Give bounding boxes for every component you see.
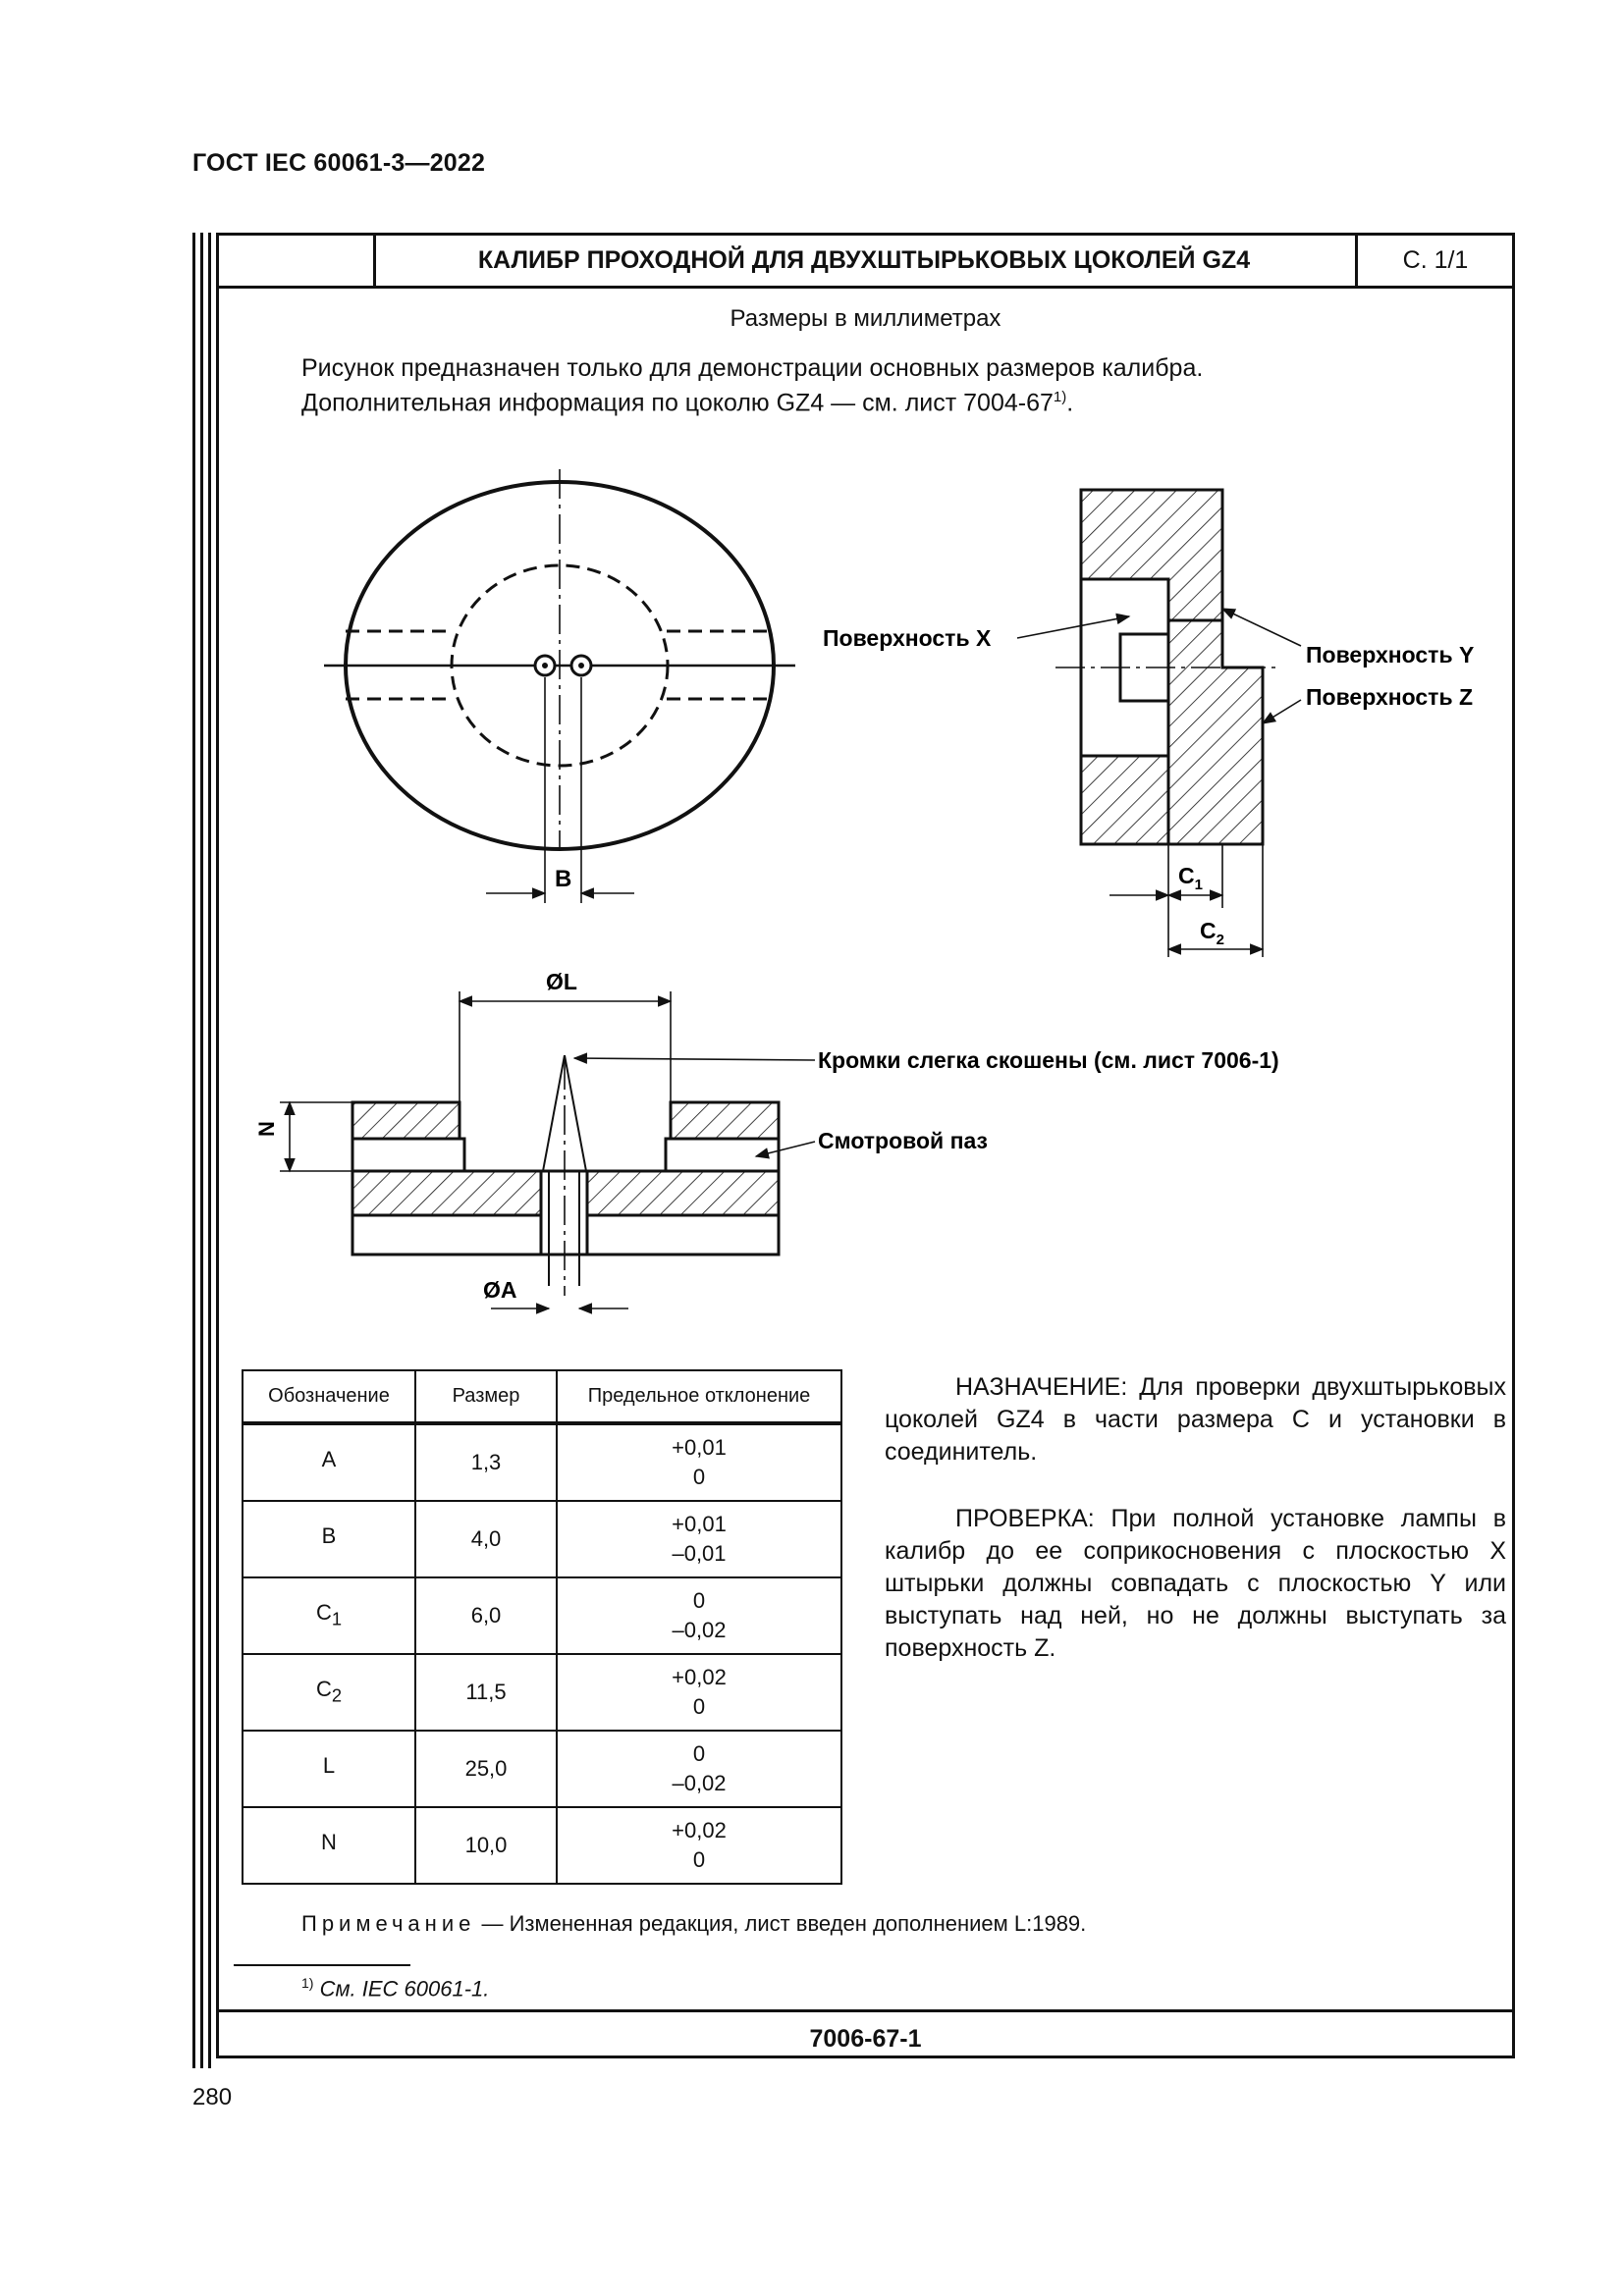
cell-size: 10,0 [415,1807,557,1884]
cell-symbol [243,1577,415,1654]
label-b: B [555,866,572,892]
tolerance-lower: 0 [692,1465,706,1489]
tolerance-upper: +0,02 [672,1818,727,1842]
table-row [243,1577,841,1654]
cell-tolerance [557,1501,841,1577]
col-header-tolerance: Предельное отклонение [557,1370,841,1423]
sheet-title: КАЛИБР ПРОХОДНОЙ ДЛЯ ДВУХШТЫРЬКОВЫХ ЦОКОЛЕЙ GZ4 [477,246,1251,274]
footnote [301,1975,489,2002]
tolerance-upper: +0,02 [672,1665,727,1689]
label-diam-l: ØL [546,969,577,994]
symbol-text: C [315,1676,332,1701]
col-header-symbol: Обозначение [243,1370,415,1423]
footnote-text: См. IEC 60061-1. [319,1976,490,2002]
tolerance-lower: 0 [692,1694,706,1719]
cell-size: 1,3 [415,1423,557,1501]
tolerance-lower: 0 [692,1847,706,1872]
tolerance-upper: 0 [692,1741,706,1766]
tolerance-upper: +0,01 [672,1512,727,1536]
sheet-code: 7006-67-1 [809,2025,922,2053]
tolerance-lower: –0,01 [672,1541,727,1566]
check-paragraph [885,1503,1506,1665]
purpose-paragraph [885,1371,1506,1468]
tolerance-upper: +0,01 [672,1435,727,1460]
label-c2-letter: C [1200,918,1217,943]
intro-line-1: Рисунок предназначен только для демонстрации основных размеров калибра. [301,354,1204,382]
cell-tolerance [557,1423,841,1501]
table-row [243,1423,841,1501]
check-text: ПРОВЕРКА: При полной установке лампы в калибр до ее соприкосновения с плоскостью X штырьки должны совпадать с плоскостью Y или выступать над ней, но не должны выступать за поверхность Z. [885,1505,1506,1662]
note [301,1911,1086,1937]
page-number: 280 [192,2084,233,2110]
cell-symbol [243,1731,415,1807]
table-header-row [243,1370,841,1423]
side-view [280,991,815,1308]
symbol-sub: 1 [331,1608,343,1629]
label-c2-sub: 2 [1216,932,1224,948]
dimensions-table [242,1369,842,1885]
symbol-text: L [322,1752,336,1778]
footnote-mark: 1) [301,1975,314,1991]
label-diam-a: ØA [483,1277,517,1303]
col-header-size: Размер [415,1370,557,1423]
label-edges: Кромки слегка скошены (см. лист 7006-1) [818,1047,1279,1073]
intro-line-2-text: Дополнительная информация по цоколю GZ4 — см. лист 7004-67 [301,389,1054,417]
tolerance-upper: 0 [692,1588,706,1613]
cell-tolerance [557,1807,841,1884]
symbol-text: B [321,1522,337,1548]
tolerance-lower: –0,02 [672,1771,727,1795]
section-view [1017,490,1301,957]
cell-size: 4,0 [415,1501,557,1577]
cell-symbol [243,1807,415,1884]
cell-tolerance [557,1654,841,1731]
cell-size: 11,5 [415,1654,557,1731]
sheet-number: С. 1/1 [1402,246,1469,274]
table-row [243,1654,841,1731]
cell-symbol [243,1423,415,1501]
top-view [324,469,795,903]
units-note: Размеры в миллиметрах [730,305,1001,332]
intro-line-2-end: . [1066,389,1074,417]
cell-size: 25,0 [415,1731,557,1807]
symbol-text: C [315,1599,332,1625]
symbol-text: A [321,1446,337,1471]
label-surface-y: Поверхность Y [1306,642,1475,667]
label-surface-x: Поверхность X [823,625,992,651]
cell-symbol [243,1501,415,1577]
footnote-ref: 1) [1053,389,1067,405]
note-label: Примечание [301,1911,476,1936]
symbol-sub: 2 [331,1684,343,1706]
table-row [243,1807,841,1884]
bottom-divider [216,2009,1515,2012]
cell-size: 6,0 [415,1577,557,1654]
label-c1 [1178,863,1203,893]
cell-tolerance [557,1731,841,1807]
table-row [243,1731,841,1807]
label-c2 [1200,918,1224,948]
document-header: ГОСТ IEC 60061-3—2022 [192,149,486,177]
label-surface-z: Поверхность Z [1306,684,1474,710]
symbol-text: N [321,1829,337,1854]
tolerance-lower: –0,02 [672,1618,727,1642]
cell-tolerance [557,1577,841,1654]
label-c1-sub: 1 [1194,877,1203,893]
label-c1-letter: C [1178,863,1195,888]
purpose-text: НАЗНАЧЕНИЕ: Для проверки двухштырьковых цоколей GZ4 в части размера C и установки в соединитель. [885,1373,1506,1466]
footnote-rule [234,1964,410,1966]
cell-symbol [243,1654,415,1731]
label-slot: Смотровой паз [818,1128,988,1153]
label-n: N [254,1121,279,1137]
table-row [243,1501,841,1577]
note-text: — Измененная редакция, лист введен дополнением L:1989. [475,1911,1087,1936]
